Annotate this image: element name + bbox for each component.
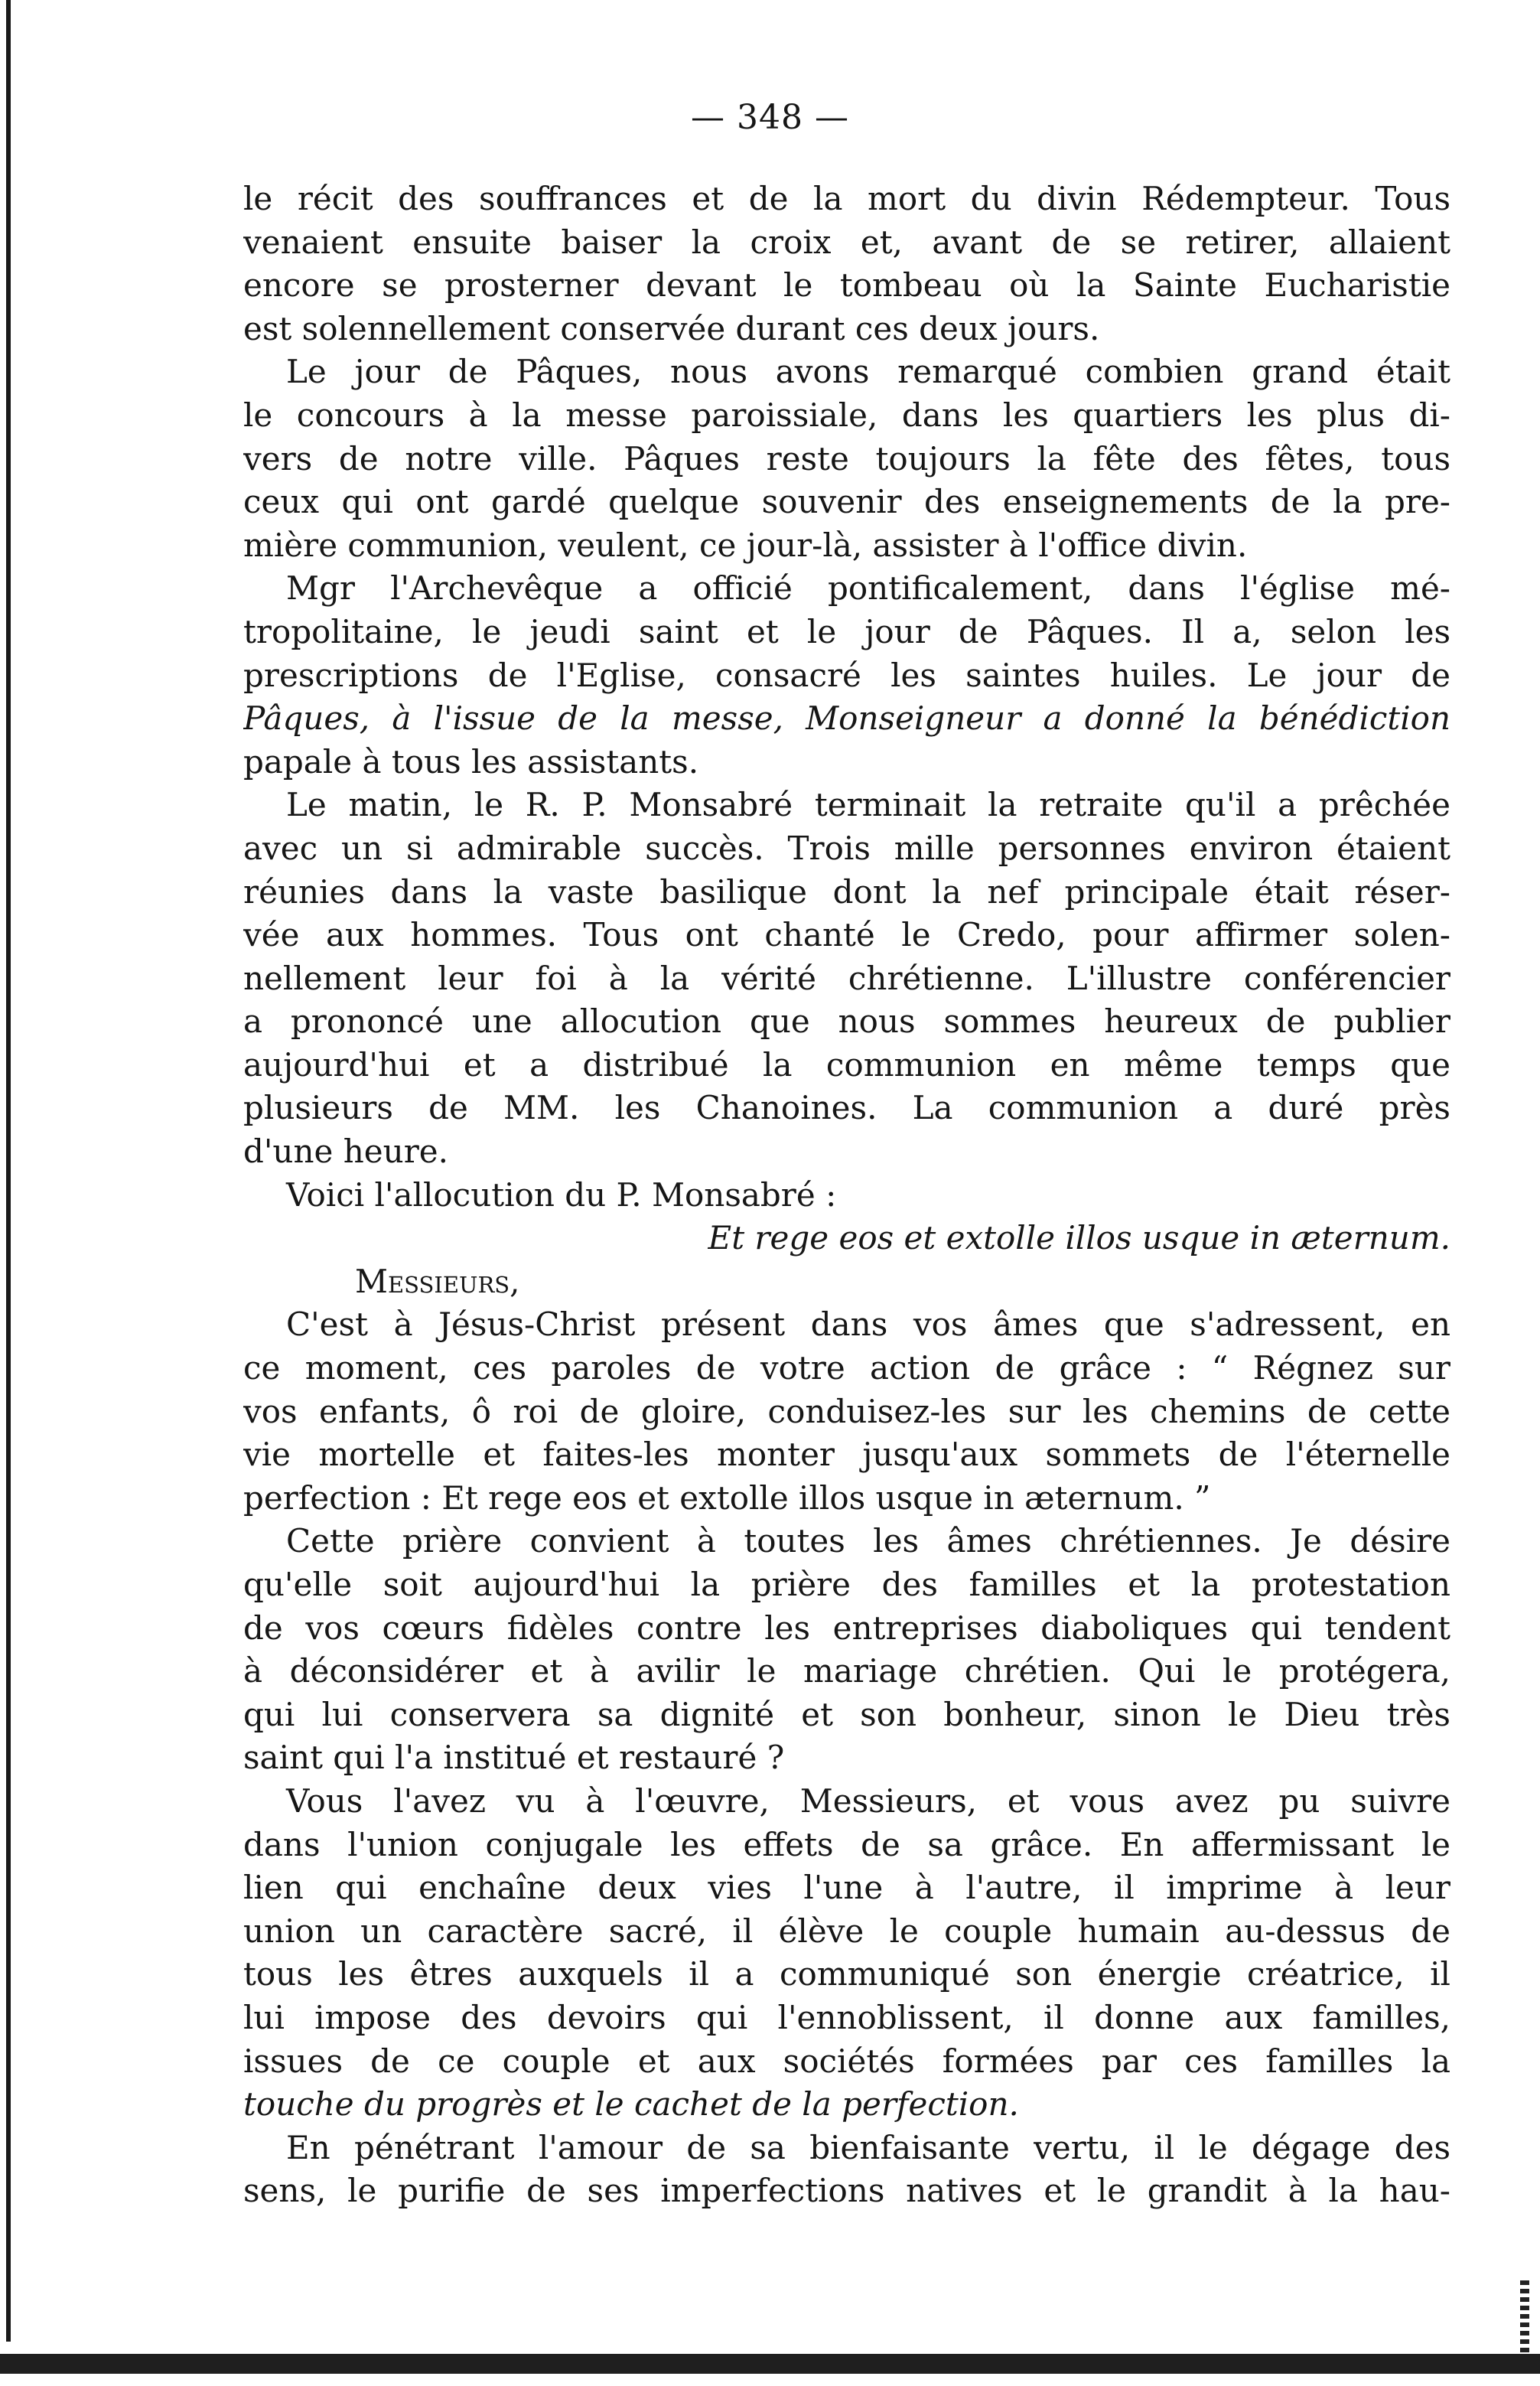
text-line: réunies dans la vaste basilique dont la nef principale était réser- xyxy=(243,872,1450,911)
text-line: papale à tous les assistants. xyxy=(243,742,699,781)
text-line: ce moment, ces paroles de votre action de grâce : “ Régnez sur xyxy=(243,1349,1450,1387)
text-line: sens, le purifie de ses imperfections natives et le grandit à la hau- xyxy=(243,2172,1450,2210)
text-line: d'une heure. xyxy=(243,1133,448,1171)
text-line: nellement leur foi à la vérité chrétienne. L'illustre conférencier xyxy=(243,959,1450,997)
text-line: lui impose des devoirs qui l'ennoblissent, il donne aux familles, xyxy=(243,1998,1450,2036)
epigraph: Et rege eos et extolle illos usque in æternum. xyxy=(708,1219,1450,1257)
text-line: avec un si admirable succès. Trois mille personnes environ étaient xyxy=(243,829,1450,867)
text-line: encore se prosterner devant le tombeau où la Sainte Eucharistie xyxy=(243,266,1450,305)
text-line: qui lui conservera sa dignité et son bonheur, sinon le Dieu très xyxy=(243,1695,1450,1733)
text-line: Voici l'allocution du P. Monsabré : xyxy=(286,1175,837,1214)
text-line: union un caractère sacré, il élève le couple humain au-dessus de xyxy=(243,1912,1450,1950)
text-line: le concours à la messe paroissiale, dans les quartiers les plus di- xyxy=(243,396,1450,434)
text-line: tous les êtres auxquels il a communiqué son énergie créatrice, il xyxy=(243,1955,1450,1993)
text-line: saint qui l'a institué et restauré ? xyxy=(243,1739,785,1777)
text-line: Le jour de Pâques, nous avons remarqué combien grand était xyxy=(286,353,1450,391)
text-line: aujourd'hui et a distribué la communion en même temps que xyxy=(243,1045,1450,1084)
text-line: En pénétrant l'amour de sa bienfaisante vertu, il le dégage des xyxy=(286,2128,1450,2166)
page-number: — 348 — xyxy=(691,98,849,137)
salutation: Messieurs, xyxy=(355,1262,520,1300)
text-line: plusieurs de MM. les Chanoines. La communion a duré près xyxy=(243,1089,1450,1127)
text-line: lien qui enchaîne deux vies l'une à l'autre, il imprime à leur xyxy=(243,1869,1450,1907)
text-line: perfection : Et rege eos et extolle illos usque in æternum. ” xyxy=(243,1478,1211,1517)
scan-edge-left xyxy=(6,0,11,2342)
text-line: Pâques, à l'issue de la messe, Monseigneur a donné la bénédiction xyxy=(243,699,1450,738)
text-line: touche du progrès et le cachet de la perfection. xyxy=(243,2085,1019,2124)
text-line: qu'elle soit aujourd'hui la prière des familles et la protestation xyxy=(243,1566,1450,1603)
text-line: vos enfants, ô roi de gloire, conduisez-les sur les chemins de cette xyxy=(243,1392,1450,1430)
text-line: Le matin, le R. P. Monsabré terminait la retraite qu'il a prêchée xyxy=(286,786,1450,824)
text-line: ceux qui ont gardé quelque souvenir des enseignements de la pre- xyxy=(243,483,1450,521)
text-line: C'est à Jésus-Christ présent dans vos âmes que s'adressent, en xyxy=(286,1305,1450,1344)
text-line: Mgr l'Archevêque a officié pontificalement, dans l'église mé- xyxy=(286,569,1450,608)
body-text xyxy=(243,178,1450,2213)
text-line: vée aux hommes. Tous ont chanté le Credo, pour affirmer solen- xyxy=(243,916,1450,954)
text-line: le récit des souffrances et de la mort du divin Rédempteur. Tous xyxy=(243,180,1450,217)
text-line: de vos cœurs fidèles contre les entreprises diaboliques qui tendent xyxy=(243,1609,1450,1647)
text-line: issues de ce couple et aux sociétés formées par ces familles la xyxy=(243,2042,1450,2080)
text-line: Cette prière convient à toutes les âmes chrétiennes. Je désire xyxy=(286,1522,1450,1560)
scan-edge-right xyxy=(1520,2280,1529,2357)
text-line: mière communion, veulent, ce jour-là, assister à l'office divin. xyxy=(243,526,1248,564)
text-line: prescriptions de l'Eglise, consacré les saintes huiles. Le jour de xyxy=(243,656,1450,694)
text-line: à déconsidérer et à avilir le mariage chrétien. Qui le protégera, xyxy=(243,1652,1450,1690)
text-line: est solennellement conservée durant ces deux jours. xyxy=(243,309,1100,347)
scan-edge-bottom xyxy=(0,2354,1540,2374)
text-line: Vous l'avez vu à l'œuvre, Messieurs, et vous avez pu suivre xyxy=(286,1781,1450,1820)
text-line: tropolitaine, le jeudi saint et le jour de Pâques. Il a, selon les xyxy=(243,612,1450,650)
text-line: a prononcé une allocution que nous sommes heureux de publier xyxy=(243,1002,1450,1041)
text-line: dans l'union conjugale les effets de sa grâce. En affermissant le xyxy=(243,1825,1450,1863)
text-line: vers de notre ville. Pâques reste toujours la fête des fêtes, tous xyxy=(243,439,1450,478)
text-line: venaient ensuite baiser la croix et, avant de se retirer, allaient xyxy=(243,223,1450,261)
text-line: vie mortelle et faites-les monter jusqu'aux sommets de l'éternelle xyxy=(243,1436,1450,1474)
